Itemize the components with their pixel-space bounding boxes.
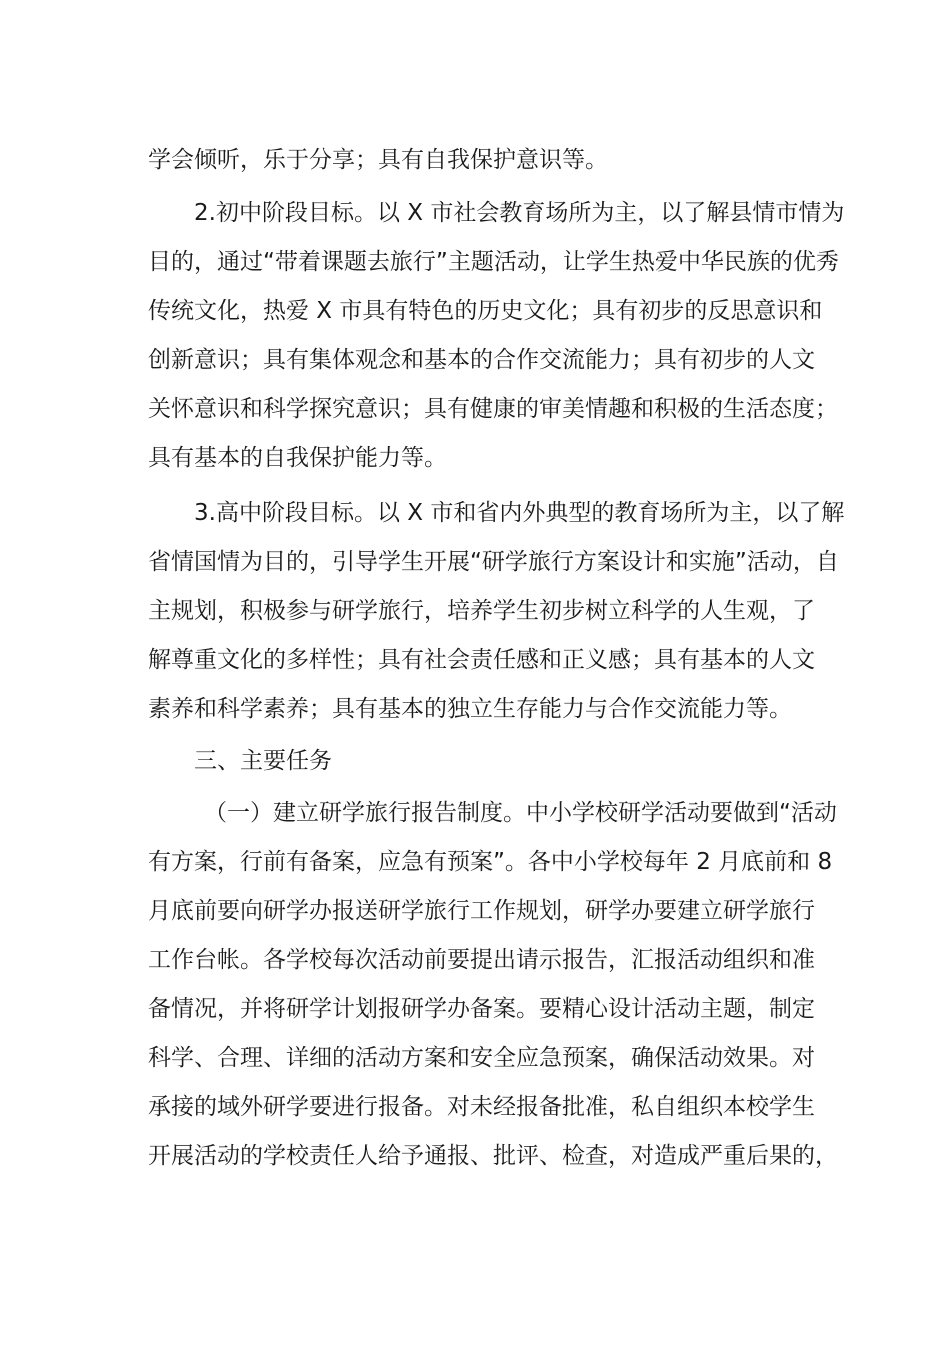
paragraph-line: 素养和科学素养；具有基本的独立生存能力与合作交流能力等。 [148, 696, 792, 722]
paragraph-line: 省情国情为目的，引导学生开展“研学旅行方案设计和实施”活动，自 [148, 549, 839, 575]
paragraph-line: 科学、合理、详细的活动方案和安全应急预案，确保活动效果。对 [148, 1045, 815, 1071]
paragraph-line: 工作台帐。各学校每次活动前要提出请示报告，汇报活动组织和准 [148, 947, 815, 973]
paragraph-line: 备情况，并将研学计划报研学办备案。要精心设计活动主题，制定 [148, 996, 815, 1022]
paragraph-line: 3.高中阶段目标。以 X 市和省内外典型的教育场所为主，以了解 [194, 500, 845, 526]
paragraph-line: 承接的域外研学要进行报备。对未经报备批准，私自组织本校学生 [148, 1094, 815, 1120]
section-heading: 三、主要任务 [194, 748, 332, 774]
paragraph-line: 月底前要向研学办报送研学旅行工作规划，研学办要建立研学旅行 [148, 898, 815, 924]
paragraph-line: 目的，通过“带着课题去旅行”主题活动，让学生热爱中华民族的优秀 [148, 249, 839, 275]
paragraph-line: 创新意识；具有集体观念和基本的合作交流能力；具有初步的人文 [148, 347, 815, 373]
paragraph-line: 解尊重文化的多样性；具有社会责任感和正义感；具有基本的人文 [148, 647, 815, 673]
paragraph-line: 2.初中阶段目标。以 X 市社会教育场所为主，以了解县情市情为 [194, 200, 845, 226]
paragraph-line: 学会倾听，乐于分享；具有自我保护意识等。 [148, 147, 608, 173]
paragraph-line: 关怀意识和科学探究意识；具有健康的审美情趣和积极的生活态度； [148, 396, 838, 422]
paragraph-line: 具有基本的自我保护能力等。 [148, 445, 447, 471]
paragraph-line: 有方案，行前有备案，应急有预案”。各中小学校每年 2 月底前和 8 [148, 849, 833, 875]
paragraph-line: 传统文化，热爱 X 市具有特色的历史文化；具有初步的反思意识和 [148, 298, 823, 324]
paragraph-line: 开展活动的学校责任人给予通报、批评、检查，对造成严重后果的， [148, 1143, 838, 1169]
paragraph-line: 主规划，积极参与研学旅行，培养学生初步树立科学的人生观，了 [148, 598, 815, 624]
paragraph-line: （一）建立研学旅行报告制度。中小学校研学活动要做到“活动 [204, 800, 837, 826]
